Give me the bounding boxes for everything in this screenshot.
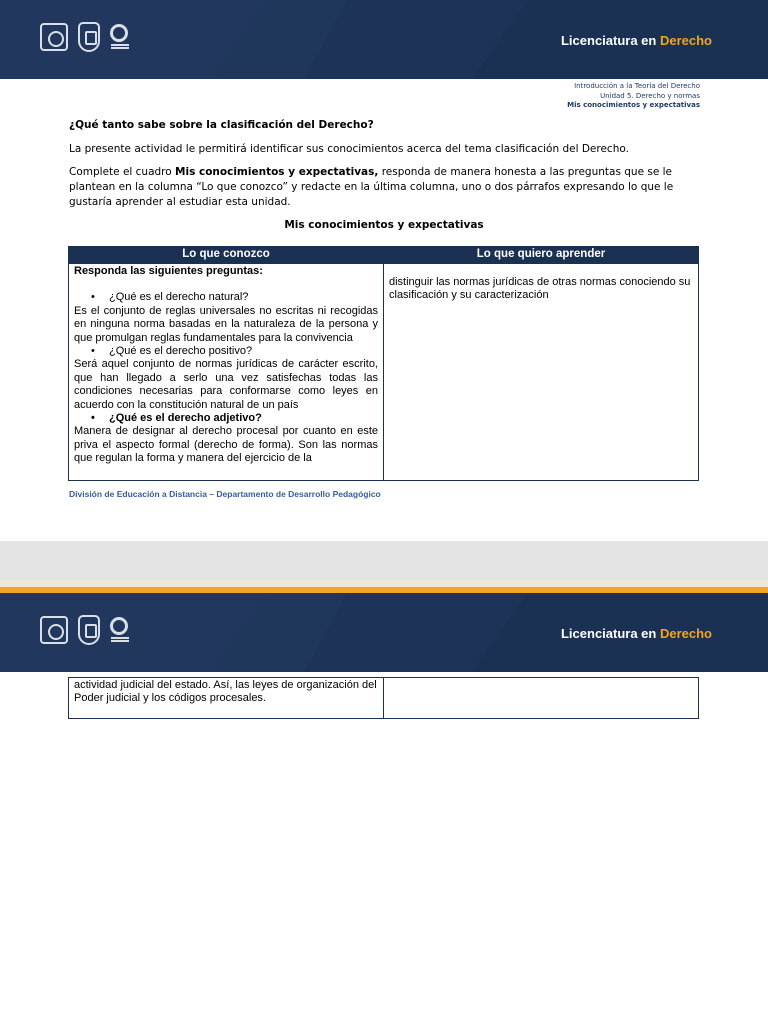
question-positive-law: • ¿Qué es el derecho positivo? <box>74 345 378 358</box>
expectations-table <box>68 246 699 481</box>
column-header-known: Lo que conozco <box>69 247 384 264</box>
program-title-2: Licenciatura en Derecho <box>560 626 712 641</box>
division-logo-icon <box>110 22 132 52</box>
column-header-learn: Lo que quiero aprender <box>384 247 699 264</box>
expectations-table-continued <box>68 677 699 719</box>
table-title: Mis conocimientos y expectativas <box>284 219 484 231</box>
page2-header-banner <box>0 593 768 672</box>
unam-logo-icon <box>40 616 68 644</box>
page-header-banner <box>0 0 768 79</box>
answer-adjective-law: Manera de designar al derecho procesal por cuanto en este priva el aspecto formal (derecho de forma). Son las normas que regulan la forma y manera del ejercicio de la <box>74 425 378 465</box>
answer-natural-law: Es el conjunto de reglas universales no escritas ni recogidas en ninguna norma basadas en la naturaleza de la persona y que promulgan reglas fundamentales para la convivencia <box>74 304 378 344</box>
questions-heading: Responda las siguientes preguntas: <box>74 265 263 277</box>
page-footer: División de Educación a Distancia – Departamento de Desarrollo Pedagógico <box>69 489 381 499</box>
known-cell-continued <box>69 678 384 719</box>
learn-cell-continued <box>384 678 699 719</box>
question-adjective-law: • ¿Qué es el derecho adjetivo? <box>74 412 378 425</box>
activity-question: ¿Qué tanto sabe sobre la clasificación del Derecho? <box>69 119 374 131</box>
breadcrumb-activity: Mis conocimientos y expectativas <box>567 101 700 109</box>
program-title: Licenciatura en Derecho <box>560 33 712 48</box>
known-cell <box>69 264 384 481</box>
institution-logos <box>40 22 132 52</box>
activity-content <box>69 118 699 233</box>
breadcrumb <box>567 82 700 111</box>
breadcrumb-unit: Unidad 5. Derecho y normas <box>600 91 700 100</box>
division-logo-icon <box>110 615 132 645</box>
unam-logo-icon <box>40 23 68 51</box>
learn-cell <box>384 264 699 481</box>
activity-intro: La presente actividad le permitirá identificar sus conocimientos acerca del tema clasificación del Derecho. <box>69 143 629 155</box>
question-natural-law: • ¿Qué es el derecho natural? <box>74 291 378 304</box>
breadcrumb-course: Introducción a la Teoría del Derecho <box>574 82 700 90</box>
answer-adjective-law-continued: actividad judicial del estado. Así, las leyes de organización del Poder judicial y los códigos procesales. <box>74 679 377 705</box>
separator-shadow <box>0 580 768 587</box>
shield-logo-icon <box>78 22 100 52</box>
activity-instructions: Complete el cuadro Mis conocimientos y expectativas, responda de manera honesta a las preguntas que se le plantean en la columna “Lo que conozco” y redacte en la última columna, uno o dos párrafos expresando lo que le gustaría aprender al estudiar esta unidad. <box>69 166 674 208</box>
institution-logos-2 <box>40 615 132 645</box>
answer-positive-law: Será aquel conjunto de normas jurídicas de carácter escrito, que han llegado a serlo una vez satisfechas todas las condiciones necesarias para conformarse como leyes en acuerdo con la constitución natural de un país <box>74 358 378 411</box>
learn-text: distinguir las normas jurídicas de otras normas conociendo su clasificación y su caracterización <box>389 276 691 302</box>
shield-logo-icon <box>78 615 100 645</box>
